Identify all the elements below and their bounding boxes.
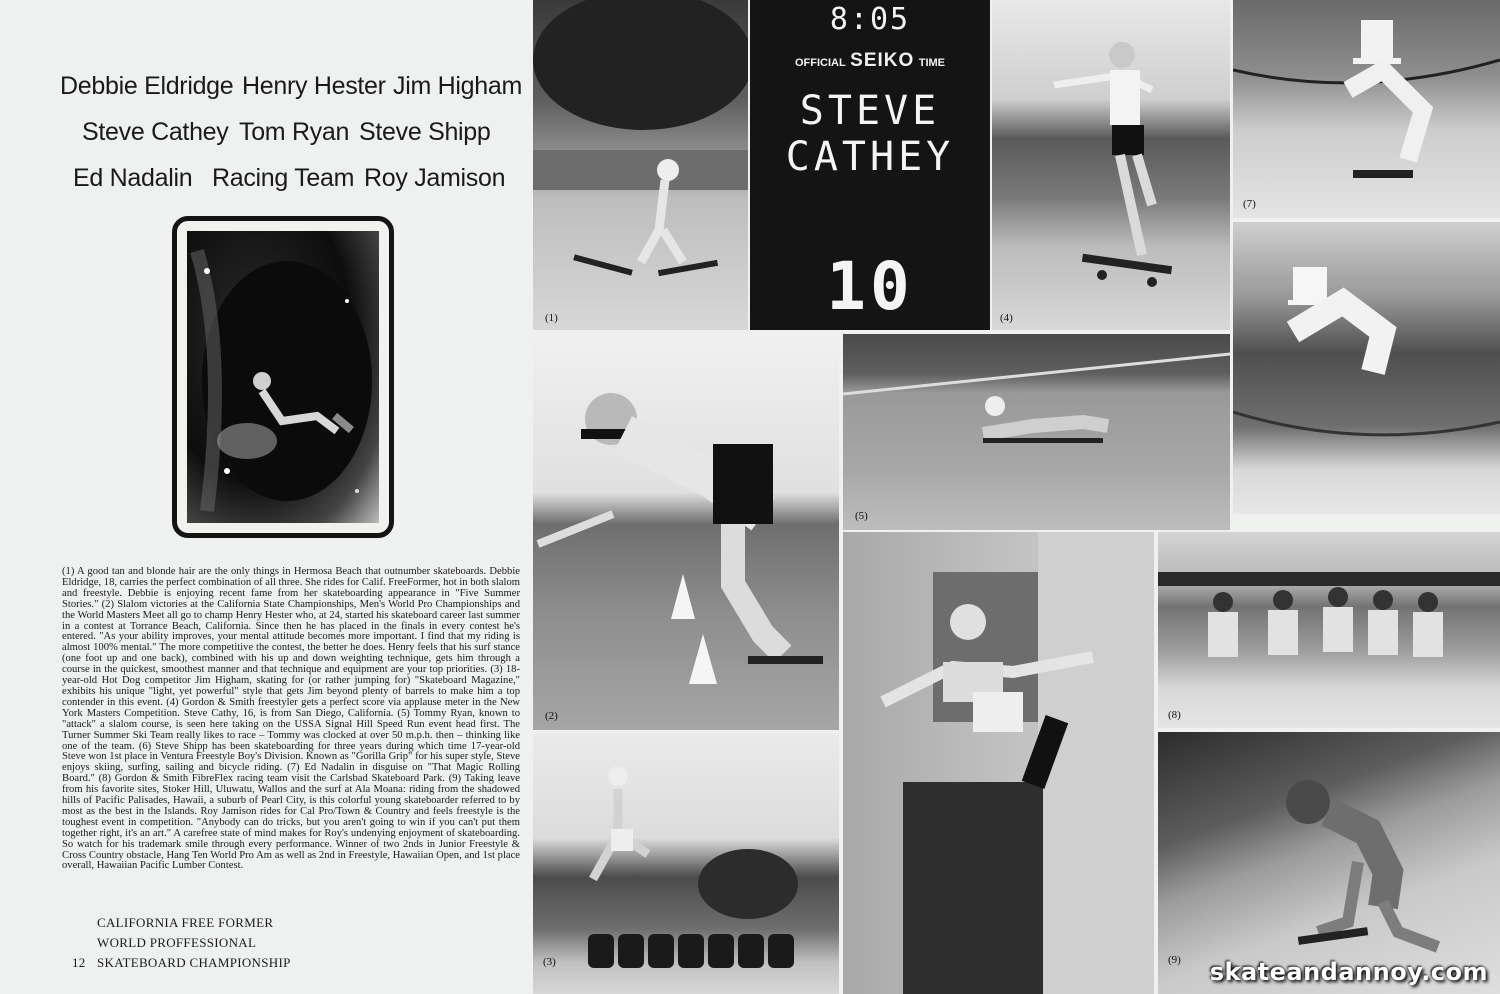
page-number: 12: [72, 955, 86, 970]
pool-photo-art: [187, 231, 379, 523]
photo-8-art: [1158, 532, 1500, 728]
footer-line-1: CALIFORNIA FREE FORMER: [97, 915, 274, 930]
name-debbie-eldridge: Debbie Eldridge: [60, 72, 234, 100]
caption-9: (9): [1168, 954, 1181, 966]
photo-7-art: [1233, 0, 1500, 218]
caption-3: (3): [543, 956, 556, 968]
caption-2: (2): [545, 710, 558, 722]
name-steve-shipp: Steve Shipp: [359, 118, 491, 146]
photo-6-art: [843, 532, 1154, 994]
photo-6-steve-shipp: [843, 532, 1154, 994]
scoreboard-score: 10: [826, 248, 914, 325]
name-tom-ryan: Tom Ryan: [239, 118, 350, 146]
photo-7-crowd-art: [1233, 222, 1500, 514]
name-ed-nadalin: Ed Nadalin: [73, 164, 193, 192]
photo-1-debbie-eldridge: [533, 0, 748, 330]
photo-5-art: [843, 334, 1230, 530]
caption-7: (7): [1243, 198, 1256, 210]
scoreboard-time: 8:05: [829, 2, 911, 37]
seiko-brand: SEIKO: [850, 50, 915, 71]
name-jim-higham: Jim Higham: [393, 72, 522, 100]
photo-3-art: [533, 734, 839, 994]
watermark: skateandannoy.com: [1209, 958, 1488, 986]
name-racing-team: Racing Team: [212, 164, 355, 192]
caption-8: (8): [1168, 709, 1181, 721]
photo-1-art: [533, 0, 748, 330]
scoreboard-name-line-1: STEVE: [799, 88, 941, 134]
photo-5-tom-ryan: [843, 334, 1230, 530]
photo-4-steve-cathey: [992, 0, 1230, 330]
photo-9-art: [1158, 732, 1500, 994]
name-steve-cathey: Steve Cathey: [82, 118, 229, 146]
caption-5: (5): [855, 510, 868, 522]
photo-7-crowd: [1233, 222, 1500, 514]
photo-8-racing-team: [1158, 532, 1500, 728]
framed-photo-frame: [172, 216, 394, 538]
footer-line-2: WORLD PROFFESSIONAL: [97, 935, 257, 950]
photo-4-art: [992, 0, 1230, 330]
footer-line-3: SKATEBOARD CHAMPIONSHIP: [97, 955, 291, 970]
official-label: OFFICIAL: [794, 57, 846, 69]
seiko-official-line: [750, 50, 990, 72]
name-roy-jamison: Roy Jamison: [364, 164, 506, 192]
seiko-scoreboard: [750, 0, 990, 330]
photo-9-roy-jamison: [1158, 732, 1500, 994]
photo-3-jim-higham: [533, 734, 839, 994]
name-henry-hester: Henry Hester: [242, 72, 386, 100]
pool-skater-photo: [187, 231, 379, 523]
photo-2-art: [533, 334, 839, 730]
photo-7-ed-nadalin: [1233, 0, 1500, 218]
scoreboard-name-line-2: CATHEY: [785, 134, 955, 180]
caption-1: (1): [545, 312, 558, 324]
article-body-text: (1) A good tan and blonde hair are the only things in Hermosa Beach that outnumber skateboards. Debbie Eldridge, 18, carries the perfect combination of all three. She rides for Calif. FreeFormer, hot in both slalom and freestyle. Debbie is enjoying recent fame from her skateboarding appearance in "Five Summer Stories." (2) Slalom victories at the California State Championships, Men's World Pro Championships and the World Masters Meet all go to champ Henry Hester who, at 24, started his skateboard career last summer in a contest at Torrance Beach, California. Since then he has placed in the finals in every contest he's entered. "As your ability improves, your mental attitude becomes more important. I find that my riding is almost 100% mental." The more competitive the contest, the better he does. Henry feels that his surf stance (one foot up and one back), combined with his up and down weighting technique, gets him through a course in the quickest, smoothest manner and that technique and equipment are your top priorities. (3) 18-year-old Hot Dog competitor Jim Higham, skating for (or rather jumping for) "Skateboard Magazine," exhibits his unique "light, yet powerful" style that gets Jim beyond plenty of barrels to make him a top contender in this event. (4) Gordon & Smith freestyler gets a perfect score via applause meter in the New York Masters Competition. Steve Cathy, 16, is from San Diego, California. (5) Tommy Ryan, known to "attack" a slalom course, is seen here taking on the USSA Signal Hill Speed Run event head first. The Turner Summer Ski Team really likes to race – Tommy was clocked at over 50 m.p.h. then – thinking like one of the team. (6) Steve Shipp has been skateboarding for three years during which time 17-year-old Steve won 1st place in Ventura Freestyle Boy's Division. Known as "Gorilla Grip" for his super style, Steve enjoys skiing, surfing, sailing and bicycle riding. (7) Ed Nadalin in disguise on "That Magic Rolling Board." (8) Gordon & Smith FibreFlex racing team visit the Carlsbad Skateboard Park. (9) Taking leave from his favorite sites, Stoker Hill, Uluwatu, Wallos and the surf at Ala Moana: riding from the shadowed hills of Pacific Palisades, Hawaii, a suburb of Pearl City, is this colorful young skateboarder referred to by most as the best in the Islands. Roy Jamison rides for Cal Pro/Town & Country and feels freestyle is the toughest event in competition. "Anybody can do tricks, but you aren't going to win if you can't put them together right, it's an art." A carefree state of mind makes for Roy's undenying enjoyment of skateboarding. So watch for his trademark smile through every performance. Winner of two 2nds in Junior Freestyle & Cross Country obstacle, Hang Ten World Pro Am as well as 2nd in Freestyle, Hawaiian Open, and 1st place overall, Hawaiian Pacific Lumber Contest.: [62, 566, 520, 872]
time-label: TIME: [918, 57, 946, 69]
photo-2-henry-hester: [533, 334, 839, 730]
caption-4: (4): [1000, 312, 1013, 324]
